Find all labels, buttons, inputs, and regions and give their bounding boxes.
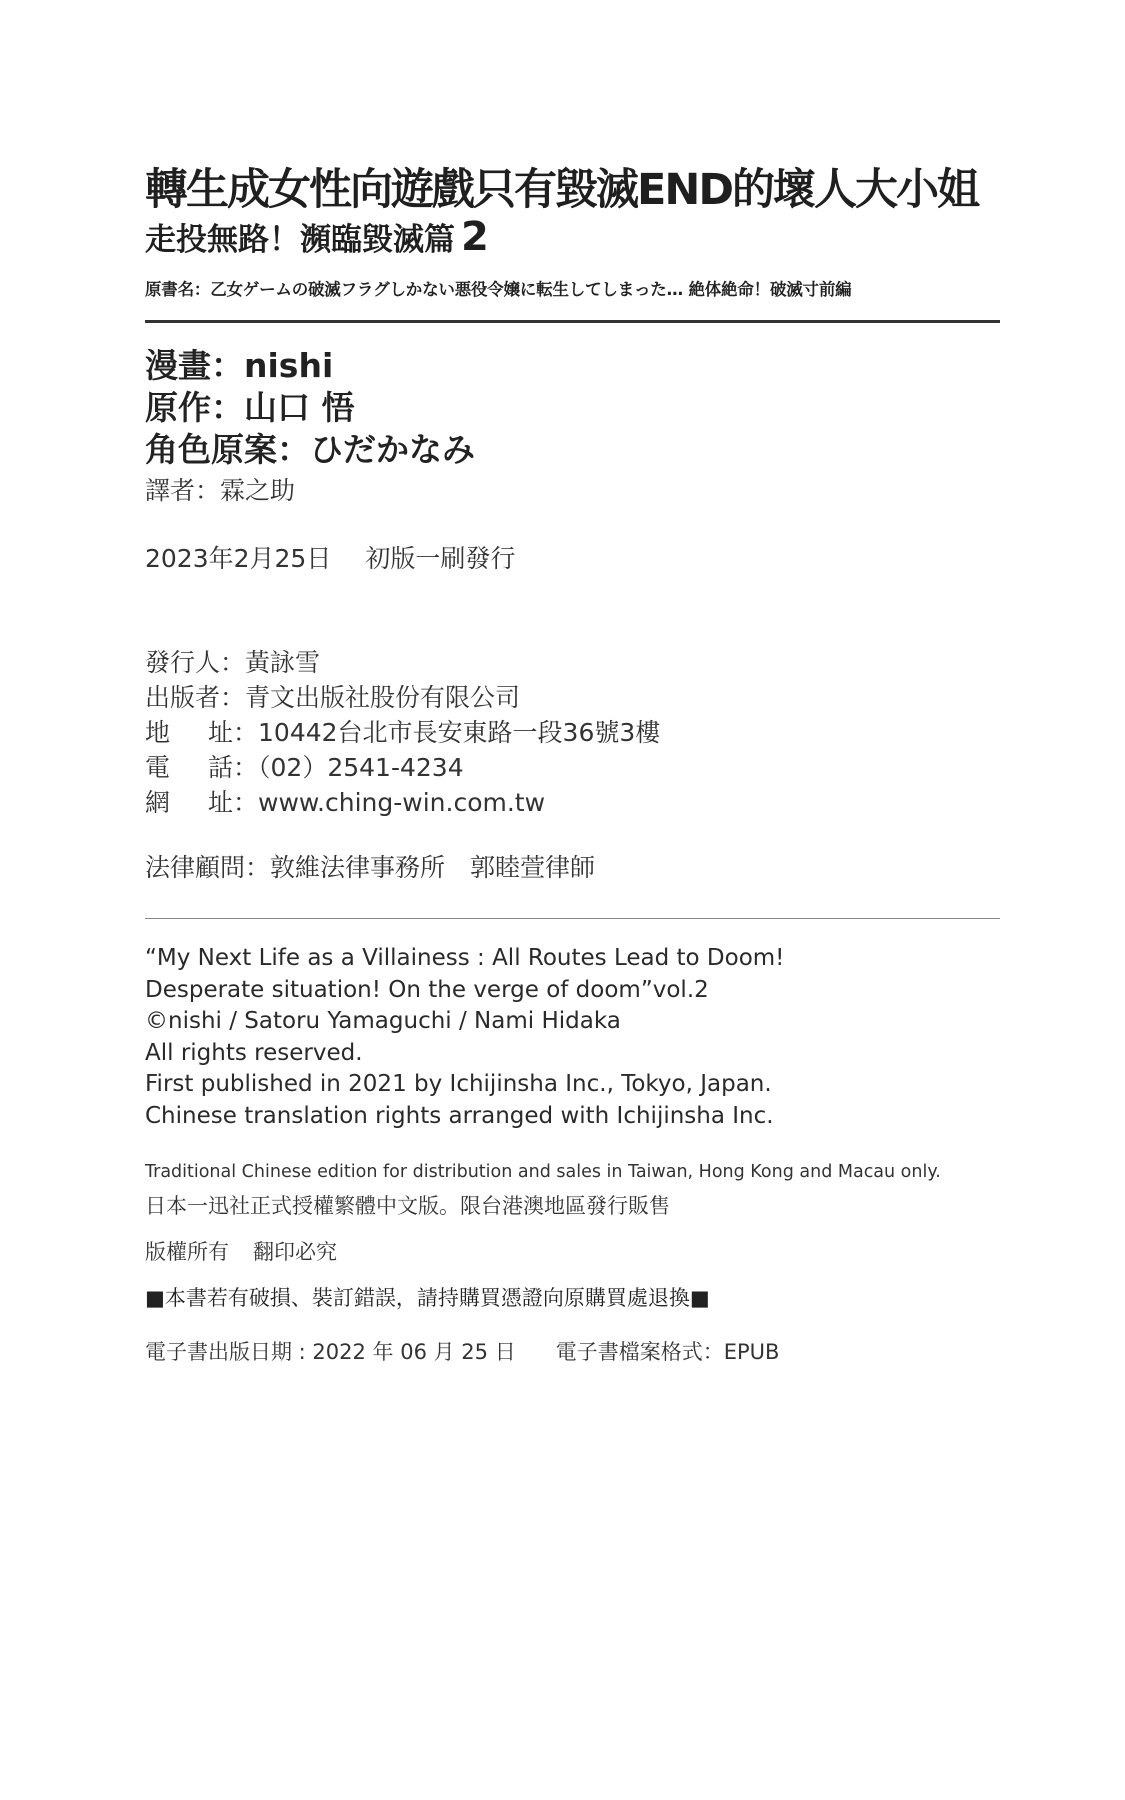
info-label: 出版者 bbox=[145, 683, 221, 712]
credit-label: 漫畫： bbox=[145, 346, 244, 385]
address-line: 地 址 ：10442台北市長安東路一段36號3樓 bbox=[145, 715, 1000, 750]
publisher-company-line: 出版者：青文出版社股份有限公司 bbox=[145, 680, 1000, 715]
copyright-line: ©nishi / Satoru Yamaguchi / Nami Hidaka bbox=[145, 1008, 621, 1034]
publisher-info bbox=[145, 645, 1000, 820]
info-value: 青文出版社股份有限公司 bbox=[245, 683, 521, 712]
edition-print: 初版一刷發行 bbox=[365, 544, 516, 573]
credit-value: 山口 悟 bbox=[244, 388, 355, 427]
credit-manga bbox=[145, 345, 1000, 387]
distribution-chinese: 日本一迅社正式授權繁體中文版。限台港澳地區發行販售 bbox=[145, 1194, 670, 1218]
divider-thick bbox=[145, 320, 1000, 323]
translator-credit: 譯者：霖之助 bbox=[145, 476, 296, 505]
divider-thin bbox=[145, 918, 1000, 919]
phone-line: 電 話 ：（02）2541-4234 bbox=[145, 750, 1000, 785]
credit-label: 原作： bbox=[145, 388, 244, 427]
damage-notice: ■本書若有破損、裝訂錯誤，請持購買憑證向原購買處退換■ bbox=[145, 1286, 710, 1310]
website-link: www.ching-win.com.tw bbox=[258, 788, 546, 817]
info-label: 電 話 bbox=[145, 753, 233, 782]
copyright-line: Desperate situation! On the verge of doom”vol.2 bbox=[145, 976, 709, 1003]
info-label: 網 址 bbox=[145, 788, 233, 817]
info-label: 發行人 bbox=[145, 648, 221, 677]
book-subtitle bbox=[145, 214, 1000, 260]
info-value: 10442台北市長安東路一段36號3樓 bbox=[258, 718, 661, 747]
distribution-english: Traditional Chinese edition for distribution and sales in Taiwan, Hong Kong and Macau only. bbox=[145, 1162, 941, 1182]
credit-value: ひだかなみ bbox=[310, 430, 475, 469]
legal-counsel: 法律顧問：敦維法律事務所 郭睦萱律師 bbox=[145, 853, 596, 882]
copyright-line: First published in 2021 by Ichijinsha Inc., Tokyo, Japan. bbox=[145, 1071, 772, 1097]
english-copyright bbox=[145, 943, 1000, 1132]
credit-author bbox=[145, 387, 1000, 429]
ebook-info bbox=[145, 1336, 1000, 1366]
website-line: 網 址 ：www.ching-win.com.tw bbox=[145, 785, 1000, 820]
credits-block bbox=[145, 345, 1000, 471]
copyright-line: “My Next Life as a Villainess : All Routes Lead to Doom! bbox=[145, 945, 785, 971]
credit-label: 角色原案： bbox=[145, 430, 310, 469]
volume-number: 2 bbox=[461, 214, 489, 260]
book-title: 轉生成女性向遊戲只有毀滅END的壞人大小姐 bbox=[145, 165, 979, 215]
rights-text: 版權所有 bbox=[145, 1240, 229, 1264]
info-value: 黃詠雪 bbox=[245, 648, 321, 677]
subtitle-text: 走投無路！瀕臨毀滅篇 bbox=[145, 222, 455, 258]
ebook-date: 電子書出版日期 : 2022 年 06 月 25 日 bbox=[145, 1340, 516, 1364]
original-title: 原書名：乙女ゲームの破滅フラグしかない悪役令嬢に転生してしまった… 絶体絶命！破滅寸前編 bbox=[145, 280, 852, 299]
copyright-line: All rights reserved. bbox=[145, 1039, 363, 1066]
colophon-content bbox=[145, 165, 1000, 1366]
edition-line bbox=[145, 539, 1000, 575]
credit-value: nishi bbox=[244, 346, 334, 385]
credit-character-design bbox=[145, 429, 1000, 471]
edition-date: 2023年2月25日 bbox=[145, 544, 332, 573]
rights-text: 翻印必究 bbox=[253, 1240, 337, 1264]
info-label: 地 址 bbox=[145, 718, 233, 747]
copyright-line: Chinese translation rights arranged with Ichijinsha Inc. bbox=[145, 1102, 774, 1129]
ebook-format: 電子書檔案格式：EPUB bbox=[555, 1340, 780, 1364]
publisher-line: 發行人：黃詠雪 bbox=[145, 645, 1000, 680]
info-value: （02）2541-4234 bbox=[258, 753, 464, 782]
rights-notice bbox=[145, 1236, 1000, 1266]
